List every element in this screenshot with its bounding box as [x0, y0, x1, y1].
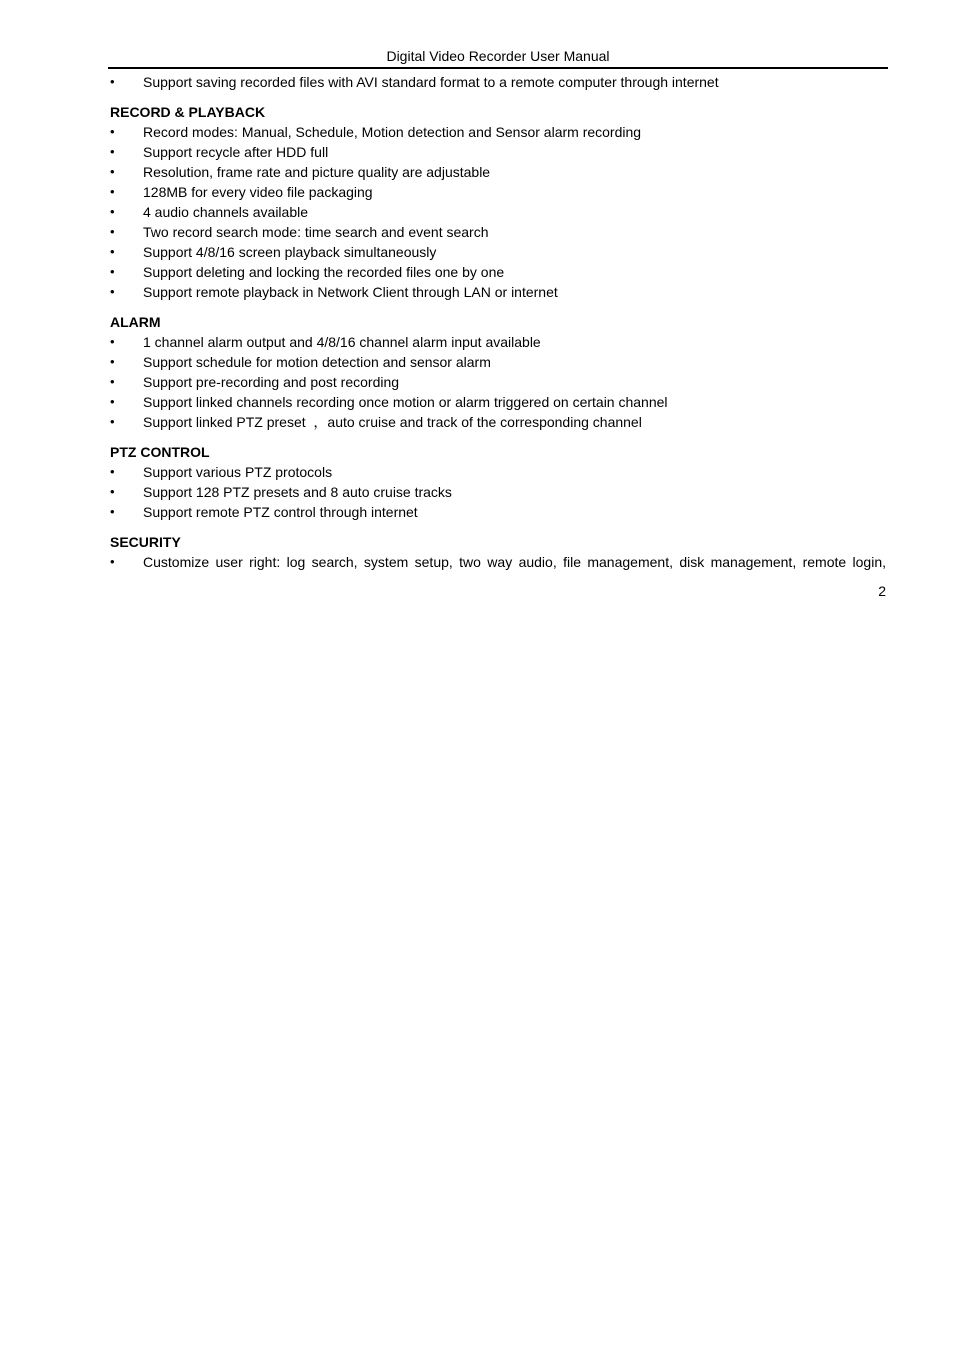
list-item [110, 552, 886, 572]
list-item: • Support 4/8/16 screen playback simultaneously [110, 244, 437, 260]
list-item: • 4 audio channels available [110, 204, 309, 220]
bullet-icon: • [110, 464, 115, 479]
list-item: • Support linked PTZ preset ，auto cruise and track of the corresponding channel [110, 414, 642, 430]
bullet-icon: • [110, 374, 115, 389]
list-item: • Record modes: Manual, Schedule, Motion detection and Sensor alarm recording [110, 124, 642, 140]
bullet-icon: • [110, 394, 115, 409]
security-list [110, 552, 886, 572]
bullet-icon: • [110, 204, 115, 219]
bullet-icon: • [110, 244, 115, 259]
list-item: • Support remote playback in Network Client through LAN or internet [110, 284, 558, 300]
bullet-icon: • [110, 264, 115, 279]
bullet-icon: • [110, 484, 115, 499]
list-item: • 1 channel alarm output and 4/8/16 channel alarm input available [110, 334, 541, 350]
section-heading-ptz-control: PTZ CONTROL [110, 444, 210, 460]
bullet-icon: • [110, 164, 115, 179]
list-item: • Two record search mode: time search and event search [110, 224, 489, 240]
bullet-icon: • [110, 224, 115, 239]
bullet-icon: • [110, 554, 115, 569]
page-header [108, 47, 888, 69]
list-item: • 128MB for every video file packaging [110, 184, 373, 200]
section-heading-alarm: ALARM [110, 314, 161, 330]
list-item: • Support deleting and locking the recorded files one by one [110, 264, 505, 280]
list-item: • Support remote PTZ control through internet [110, 504, 418, 520]
header-title: Digital Video Recorder User Manual [386, 48, 610, 64]
list-item: • Support saving recorded files with AVI standard format to a remote computer through internet [110, 74, 719, 90]
section-heading-record-playback: RECORD & PLAYBACK [110, 104, 266, 120]
list-item: • Support schedule for motion detection and sensor alarm [110, 354, 491, 370]
intro-list [110, 72, 886, 92]
list-item: • Support various PTZ protocols [110, 464, 333, 480]
section-heading-security: SECURITY [110, 534, 181, 550]
alarm-list [110, 332, 886, 432]
bullet-icon: • [110, 74, 115, 89]
bullet-icon: • [110, 414, 115, 429]
list-item: • Resolution, frame rate and picture quality are adjustable [110, 164, 491, 180]
bullet-icon: • [110, 354, 115, 369]
bullet-icon: • [110, 334, 115, 349]
bullet-icon: • [110, 504, 115, 519]
bullet-icon: • [110, 144, 115, 159]
list-item: • Support linked channels recording once motion or alarm triggered on certain channel [110, 394, 668, 410]
record-playback-list [110, 122, 886, 302]
ptz-control-list [110, 462, 886, 522]
page-number: 2 [878, 583, 886, 599]
list-item: • Support 128 PTZ presets and 8 auto cruise tracks [110, 484, 452, 500]
bullet-icon: • [110, 284, 115, 299]
document-body [110, 72, 886, 572]
list-item: • Support recycle after HDD full [110, 144, 329, 160]
bullet-icon: • [110, 124, 115, 139]
list-item: • Support pre-recording and post recording [110, 374, 400, 390]
bullet-icon: • [110, 184, 115, 199]
justified-text: Customize user right: log search, system setup, two way audio, file management, disk management, remote login, [143, 554, 886, 570]
